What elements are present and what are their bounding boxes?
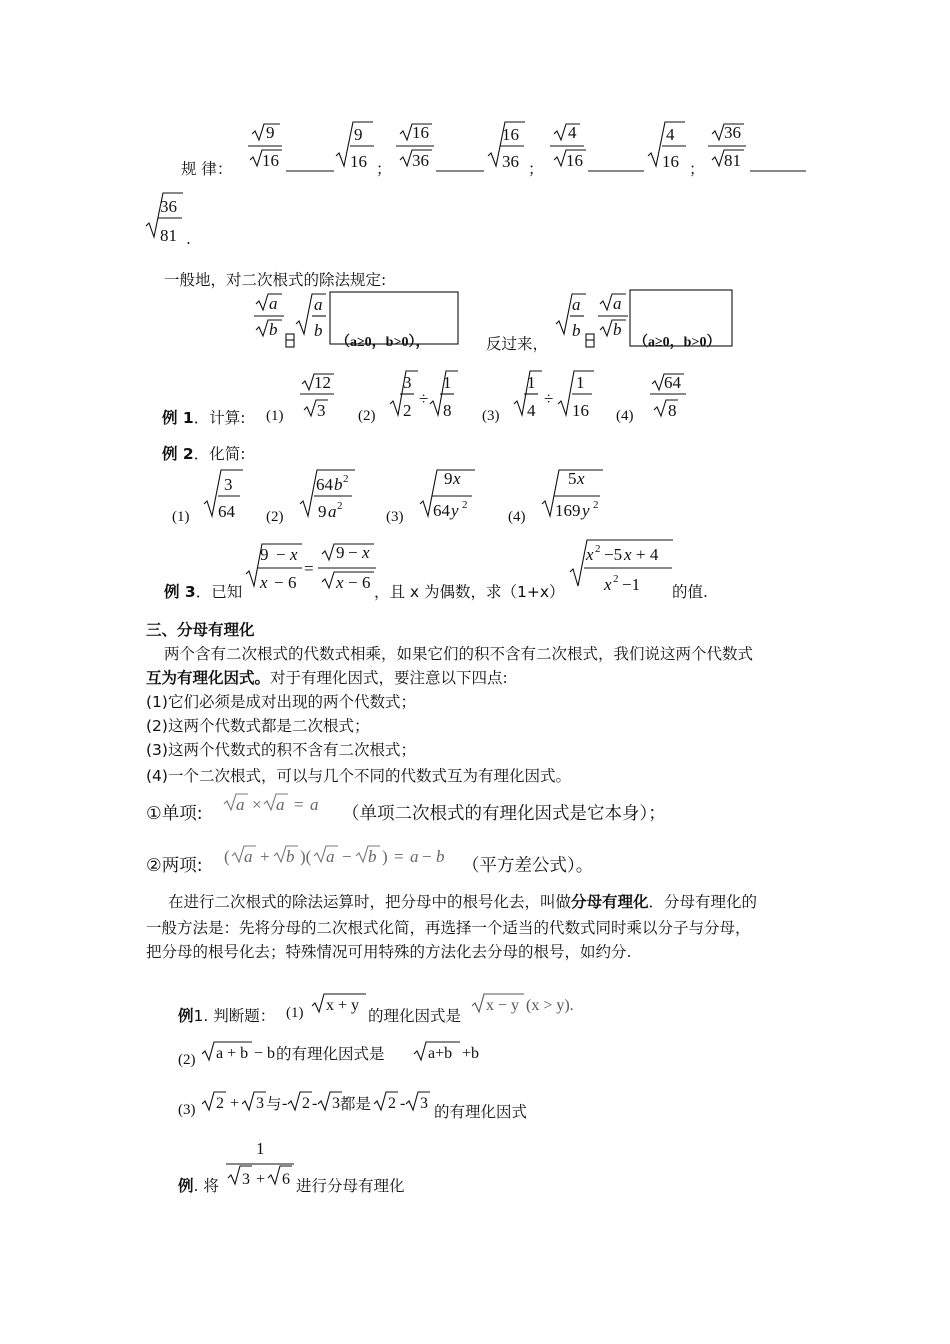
judge-q2-answer	[412, 1038, 482, 1068]
svg-text:1: 1	[527, 373, 536, 392]
section3-point-3: (3)这两个代数式的积不含有二次根式；	[146, 741, 416, 759]
general-condition-1: （a≥0，b>0），	[336, 335, 430, 350]
svg-text:b: b	[314, 321, 323, 340]
double-term-formula	[222, 840, 452, 872]
svg-text:9: 9	[354, 125, 363, 144]
svg-text:a + b: a + b	[216, 1045, 249, 1062]
example1-title: ．计算:	[193, 409, 246, 427]
svg-text:a: a	[328, 502, 337, 521]
double-term-label: ②两项:	[146, 856, 203, 876]
svg-text:−: −	[422, 847, 432, 866]
svg-text:81: 81	[724, 151, 741, 170]
svg-text:y: y	[451, 501, 459, 520]
example1-formulas	[296, 366, 696, 426]
svg-text:x: x	[290, 545, 298, 564]
section3-para2-line1	[168, 890, 757, 912]
svg-text:2: 2	[302, 1095, 310, 1112]
svg-text:b: b	[613, 320, 622, 339]
svg-text:16: 16	[502, 125, 519, 144]
svg-text:6: 6	[282, 1171, 290, 1188]
section3-point-4: (4)一个二次根式，可以与几个不同的代数式互为有理化因式。	[146, 767, 571, 785]
svg-text:64: 64	[433, 501, 450, 520]
section3-para1-line1: 两个含有二次根式的代数式相乘，如果它们的积不含有二次根式，我们说这两个代数式	[164, 645, 754, 663]
svg-text:2: 2	[462, 499, 468, 511]
svg-text:2: 2	[388, 1095, 396, 1112]
example1-part1-num: (1)	[266, 408, 284, 424]
example1-heading	[162, 406, 245, 428]
general-intro: 一般地，对二次根式的除法规定:	[164, 271, 387, 289]
svg-text:+b: +b	[462, 1045, 480, 1062]
section3-para1-line2	[146, 666, 508, 688]
svg-text:2: 2	[343, 473, 349, 485]
svg-text:1: 1	[576, 373, 585, 392]
svg-text:2: 2	[216, 1095, 224, 1112]
svg-text:2: 2	[595, 543, 601, 555]
example1-part3-num: (3)	[482, 408, 500, 424]
svg-text:9: 9	[336, 543, 345, 562]
svg-text:a: a	[236, 795, 245, 814]
svg-text:−5: −5	[604, 545, 623, 564]
svg-text:b: b	[368, 847, 377, 866]
svg-text:9: 9	[260, 545, 269, 564]
judge-q1-mid: 的理化因式是	[368, 1007, 462, 1025]
svg-text:3: 3	[403, 373, 412, 392]
svg-text:9: 9	[318, 502, 327, 521]
svg-text:a: a	[269, 294, 278, 313]
svg-text:8: 8	[668, 401, 677, 420]
example2-part1-num: (1)	[172, 509, 190, 525]
judge-q2-num: (2)	[178, 1052, 196, 1068]
judge-q1-expr	[310, 990, 368, 1020]
svg-text:x: x	[362, 543, 370, 562]
svg-text:3: 3	[242, 1171, 250, 1188]
last-example-text-b: 进行分母有理化	[296, 1177, 405, 1195]
svg-text:a: a	[613, 294, 622, 313]
rule-label: 规 律：	[181, 160, 233, 178]
svg-text:4: 4	[666, 125, 675, 144]
judge-q3-expr2	[282, 1088, 338, 1118]
svg-text:3: 3	[224, 475, 233, 494]
svg-text:+: +	[256, 1171, 266, 1188]
svg-text:b: b	[286, 847, 295, 866]
rule-sep-1: ；	[376, 160, 392, 178]
judge-q2-mid: 的有理化因式是	[276, 1045, 385, 1063]
svg-text:64: 64	[664, 373, 681, 392]
svg-text:y: y	[582, 501, 590, 520]
section3-para2-line2: 一般方法是：先将分母的二次根式化简，再选择一个适当的代数式同时乘以分子与分母，	[146, 919, 751, 937]
svg-text:16: 16	[350, 152, 367, 171]
svg-text:)(: )(	[300, 847, 312, 866]
svg-text:×: ×	[252, 795, 262, 814]
judge-label: 例	[178, 1007, 194, 1025]
svg-text:b: b	[269, 320, 278, 339]
svg-text:16: 16	[566, 151, 583, 170]
svg-text:a: a	[244, 847, 253, 866]
svg-text:x − y: x − y	[486, 997, 520, 1014]
example3-target	[568, 538, 676, 600]
svg-text:12: 12	[314, 373, 331, 392]
svg-text:b: b	[334, 475, 343, 494]
svg-text:2: 2	[613, 573, 619, 585]
example2-label: 例 2	[162, 445, 194, 463]
example3-equation	[242, 540, 378, 600]
svg-text:(: (	[224, 847, 230, 866]
svg-text:a: a	[314, 295, 323, 314]
svg-text:=: =	[394, 847, 404, 866]
svg-text:x: x	[260, 573, 268, 592]
single-term-note: （单项二次根式的有理化因式是它本身）；	[342, 804, 666, 824]
svg-text:16: 16	[412, 123, 429, 142]
svg-text:3: 3	[256, 1095, 264, 1112]
svg-text:x: x	[453, 469, 461, 488]
svg-text:−: −	[276, 545, 286, 564]
last-example-fraction	[224, 1134, 296, 1196]
svg-text:x: x	[586, 545, 594, 564]
example1-part4-num: (4)	[616, 408, 634, 424]
svg-text:+: +	[230, 1095, 240, 1112]
svg-text:36: 36	[502, 152, 519, 171]
example1-part2-num: (2)	[358, 408, 376, 424]
svg-text:36: 36	[724, 123, 741, 142]
example3-after: 的值.	[672, 583, 708, 601]
svg-text:36: 36	[160, 197, 177, 216]
svg-text:16: 16	[662, 152, 679, 171]
rationalize-denominator-term: 分母有理化	[571, 893, 649, 911]
para2-part-a: 在进行二次根式的除法运算时，把分母中的根号化去，叫做	[168, 893, 572, 911]
example2-part3-num: (3)	[386, 509, 404, 525]
svg-text:81: 81	[160, 226, 177, 245]
example2-heading	[162, 442, 245, 464]
svg-text:b: b	[436, 847, 445, 866]
svg-text:64: 64	[218, 502, 235, 521]
svg-text:9: 9	[266, 123, 275, 142]
svg-text:1: 1	[256, 1139, 265, 1158]
example2-part2-num: (2)	[266, 509, 284, 525]
svg-text:-: -	[282, 1095, 288, 1112]
svg-text:a: a	[326, 847, 335, 866]
svg-text:−: −	[348, 573, 358, 592]
svg-text:x: x	[336, 573, 344, 592]
section3-para2-line3: 把分母的根号化去；特殊情况可用特殊的方法化去分母的根号，如约分.	[146, 943, 632, 961]
svg-text:2: 2	[337, 500, 343, 512]
single-term-label: ①单项:	[146, 804, 203, 824]
svg-text:a: a	[310, 795, 319, 814]
svg-text:-: -	[312, 1095, 318, 1112]
single-term-formula	[222, 788, 332, 820]
section3-heading: 三、分母有理化	[146, 621, 255, 639]
svg-text:169: 169	[555, 501, 581, 520]
judge-q3-end: 的有理化因式	[434, 1103, 528, 1121]
svg-text:4: 4	[568, 123, 577, 142]
last-example-heading	[178, 1174, 219, 1196]
rule-end-dot: .	[186, 230, 191, 248]
svg-text:(x > y).: (x > y).	[526, 997, 574, 1014]
svg-text:x: x	[577, 469, 585, 488]
judge-q3-with: 与	[266, 1095, 282, 1113]
svg-text:16: 16	[262, 151, 279, 170]
svg-text:=: =	[294, 795, 304, 814]
svg-text:−: −	[274, 573, 284, 592]
para2-part-b: ．分母有理化的	[648, 893, 758, 911]
svg-text:a: a	[572, 295, 581, 314]
last-example-text-a: . 将	[193, 1177, 219, 1195]
svg-text:): )	[382, 847, 388, 866]
judge-q1-num: (1)	[286, 1005, 304, 1021]
judge-heading	[178, 1004, 275, 1026]
judge-q3-both: 都是	[340, 1095, 372, 1113]
svg-text:36: 36	[412, 151, 429, 170]
svg-text:-: -	[400, 1095, 406, 1112]
svg-text:16: 16	[572, 401, 589, 420]
general-reverse-label: 反过来，	[486, 335, 549, 353]
svg-text:÷: ÷	[544, 389, 554, 408]
svg-text:3: 3	[317, 401, 326, 420]
svg-text:5: 5	[568, 469, 577, 488]
svg-text:a: a	[410, 847, 419, 866]
last-example-label: 例	[178, 1177, 194, 1195]
example3-middle: ，且 x 为偶数，求（1+x）	[374, 583, 565, 601]
example2-part4-num: (4)	[508, 509, 526, 525]
section3-point-1: (1)它们必须是成对出现的两个代数式；	[146, 693, 416, 711]
section3-point-2: (2)这两个代数式都是二次根式；	[146, 717, 370, 735]
rule-sep-2: ；	[528, 160, 544, 178]
svg-text:−: −	[348, 543, 358, 562]
svg-text:x + y: x + y	[326, 997, 360, 1014]
judge-q3-num: (3)	[178, 1102, 196, 1118]
example3-label: 例 3	[164, 583, 196, 601]
svg-text:b: b	[572, 321, 581, 340]
svg-text:a: a	[276, 795, 285, 814]
judge-q3-expr3	[372, 1088, 432, 1118]
svg-text:2: 2	[593, 499, 599, 511]
svg-text:9: 9	[444, 469, 453, 488]
example3-heading	[164, 580, 242, 602]
section3-para1-rest: 对于有理化因式，要注意以下四点:	[270, 669, 508, 687]
svg-text:64: 64	[316, 475, 333, 494]
judge-q2-expr	[200, 1038, 276, 1068]
svg-text:2: 2	[403, 401, 412, 420]
svg-text:6: 6	[288, 573, 297, 592]
rule-sep-3: ；	[689, 160, 705, 178]
svg-text:=: =	[304, 559, 314, 578]
example3-before: ．已知	[195, 583, 243, 601]
example1-label: 例 1	[162, 409, 194, 427]
example2-title: ．化简:	[193, 445, 246, 463]
judge-q1-answer	[470, 990, 586, 1020]
svg-text:− b: − b	[254, 1045, 276, 1062]
svg-text:a+b: a+b	[428, 1045, 453, 1062]
svg-text:+: +	[260, 847, 270, 866]
svg-text:÷: ÷	[419, 389, 429, 408]
svg-text:3: 3	[332, 1095, 340, 1112]
svg-text:x: x	[604, 575, 612, 594]
double-term-note: （平方差公式）。	[462, 856, 594, 876]
svg-text:1: 1	[443, 373, 452, 392]
svg-text:−1: −1	[622, 575, 641, 594]
svg-text:+ 4: + 4	[636, 545, 659, 564]
svg-text:4: 4	[527, 401, 536, 420]
svg-text:6: 6	[362, 573, 371, 592]
judge-q3-expr1	[200, 1088, 266, 1118]
judge-title: 1. 判断题：	[193, 1007, 276, 1025]
svg-text:x: x	[624, 545, 632, 564]
example2-formulas	[200, 464, 620, 528]
rational-factor-term: 互为有理化因式。	[146, 669, 271, 687]
svg-text:−: −	[342, 847, 352, 866]
svg-text:8: 8	[443, 401, 452, 420]
general-condition-2: （a≥0，b>0）	[634, 335, 721, 350]
svg-text:3: 3	[420, 1095, 428, 1112]
